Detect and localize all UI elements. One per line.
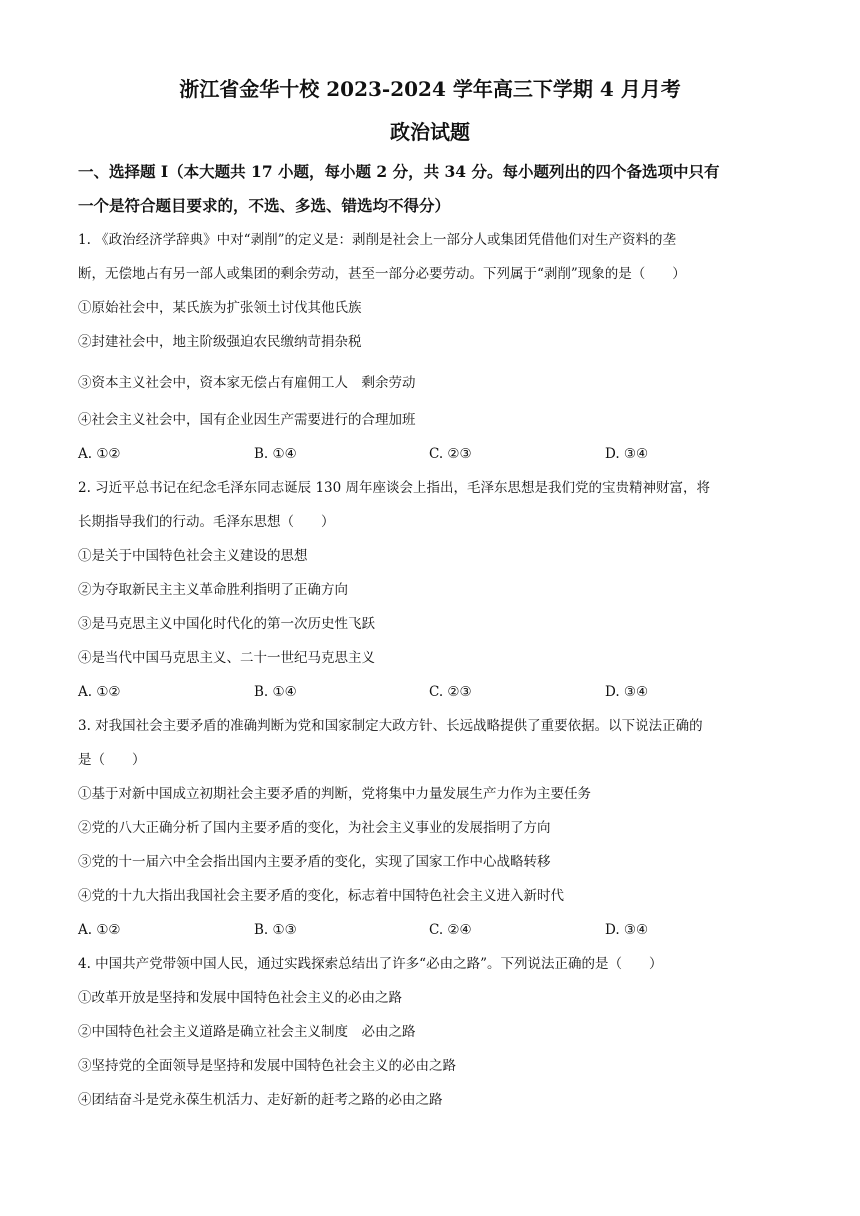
section-heading-line-2: 一个是符合题目要求的，不选、多选、错选均不得分） — [78, 196, 451, 215]
question-1-item-1: ①原始社会中，某氏族为扩张领土讨伐其他氏族 — [78, 300, 362, 316]
option-c: C. ②③ — [429, 446, 472, 462]
question-1-item-2: ②封建社会中，地主阶级强迫农民缴纳苛捐杂税 — [78, 334, 362, 350]
question-2-stem-line-1: 2. 习近平总书记在纪念毛泽东同志诞辰 130 周年座谈会上指出，毛泽东思想是我们党的宝贵精神财富，将 — [78, 480, 711, 496]
page-title: 浙江省金华十校 2023-2024 学年高三下学期 4 月月考 — [179, 77, 681, 101]
question-4-item-1: ①改革开放是坚持和发展中国特色社会主义的必由之路 — [78, 990, 402, 1006]
option-b: B. ①③ — [254, 922, 297, 938]
question-2-item-2: ②为夺取新民主主义革命胜利指明了正确方向 — [78, 582, 348, 598]
question-2-item-1: ①是关于中国特色社会主义建设的思想 — [78, 548, 308, 564]
option-a: A. ①② — [78, 446, 121, 462]
question-3-item-4: ④党的十九大指出我国社会主要矛盾的变化，标志着中国特色社会主义进入新时代 — [78, 888, 564, 904]
question-3-stem-line-2: 是（ ） — [78, 752, 146, 768]
question-1-stem-line-2: 断，无偿地占有另一部人或集团的剩余劳动，甚至一部分必要劳动。下列属于“剥削”现象的是（ ） — [78, 266, 686, 282]
question-1-item-4: ④社会主义社会中，国有企业因生产需要进行的合理加班 — [78, 412, 416, 428]
question-2-stem-line-2: 长期指导我们的行动。毛泽东思想（ ） — [78, 514, 335, 530]
option-a: A. ①② — [78, 922, 121, 938]
question-1-stem-line-1: 1. 《政治经济学辞典》中对“剥削”的定义是：剥削是社会上一部分人或集团凭借他们对生产资料的垄 — [78, 232, 676, 248]
option-a: A. ①② — [78, 684, 121, 700]
question-3-item-3: ③党的十一届六中全会指出国内主要矛盾的变化，实现了国家工作中心战略转移 — [78, 854, 551, 870]
option-c: C. ②④ — [429, 922, 472, 938]
option-b: B. ①④ — [254, 684, 297, 700]
question-3-stem-line-1: 3. 对我国社会主要矛盾的准确判断为党和国家制定大政方针、长远战略提供了重要依据。以下说法正确的 — [78, 718, 703, 734]
option-d: D. ③④ — [605, 922, 649, 938]
question-4-stem-line-1: 4. 中国共产党带领中国人民，通过实践探索总结出了许多“必由之路”。下列说法正确的是（ ） — [78, 956, 663, 972]
question-1-item-3: ③资本主义社会中，资本家无偿占有雇佣工人 剩余劳动 — [78, 375, 416, 391]
option-c: C. ②③ — [429, 684, 472, 700]
page-subtitle: 政治试题 — [390, 120, 470, 144]
section-heading-line-1: 一、选择题 I（本大题共 17 小题，每小题 2 分，共 34 分。每小题列出的四个备选项中只有 — [78, 162, 720, 181]
question-3-item-2: ②党的八大正确分析了国内主要矛盾的变化，为社会主义事业的发展指明了方向 — [78, 820, 551, 836]
question-3-item-1: ①基于对新中国成立初期社会主要矛盾的判断，党将集中力量发展生产力作为主要任务 — [78, 786, 591, 802]
option-d: D. ③④ — [605, 684, 649, 700]
question-4-item-4: ④团结奋斗是党永葆生机活力、走好新的赶考之路的必由之路 — [78, 1092, 443, 1108]
option-b: B. ①④ — [254, 446, 297, 462]
question-2-item-4: ④是当代中国马克思主义、二十一世纪马克思主义 — [78, 650, 375, 666]
question-4-item-2: ②中国特色社会主义道路是确立社会主义制度 必由之路 — [78, 1024, 416, 1040]
question-2-item-3: ③是马克思主义中国化时代化的第一次历史性飞跃 — [78, 616, 375, 632]
question-4-item-3: ③坚持党的全面领导是坚持和发展中国特色社会主义的必由之路 — [78, 1058, 456, 1074]
option-d: D. ③④ — [605, 446, 649, 462]
